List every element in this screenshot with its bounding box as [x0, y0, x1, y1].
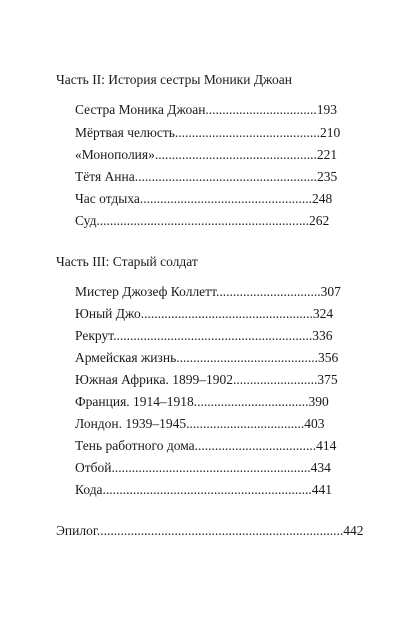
toc-entry: Мистер Джозеф Коллетт...............................307: [75, 284, 341, 299]
toc-entry: Лондон. 1939–1945...................................403: [75, 416, 325, 431]
toc-entry: Мёртвая челюсть...........................................210: [75, 125, 341, 140]
toc-entry: Тётя Анна......................................................235: [75, 169, 338, 184]
toc-entry: Тень работного дома....................................414: [75, 438, 337, 453]
toc-entry: Армейская жизнь..........................................356: [75, 350, 339, 365]
part-2-title: Часть II: История сестры Моники Джоан: [56, 72, 293, 87]
toc-entry: Франция. 1914–1918..................................390: [75, 394, 329, 409]
toc-entry: «Монополия»................................................221: [75, 147, 338, 162]
toc-entry: Юный Джо...................................................324: [75, 306, 334, 321]
epilogue-entry: Эпилог.........................................................................442: [56, 523, 364, 538]
part-3-title: Часть III: Старый солдат: [56, 254, 198, 269]
toc-entry: Рекрут...........................................................336: [75, 328, 333, 343]
toc-entry: Южная Африка. 1899–1902.........................375: [75, 372, 338, 387]
toc-entry: Сестра Моника Джоан.................................193: [75, 102, 338, 117]
toc-entry: Отбой...........................................................434: [75, 460, 331, 475]
toc-entry: Час отдыха...................................................248: [75, 191, 333, 206]
toc-entry: Кода..............................................................441: [75, 482, 333, 497]
toc-entry: Суд...............................................................262: [75, 213, 330, 228]
